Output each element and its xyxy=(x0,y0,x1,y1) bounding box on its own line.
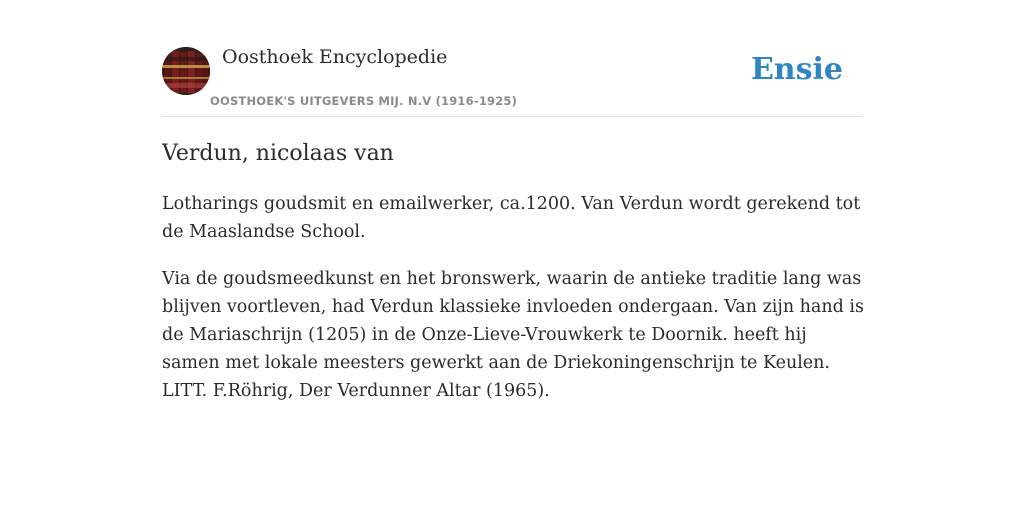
article-title: Verdun, nicolaas van xyxy=(162,141,394,166)
source-header xyxy=(162,46,862,117)
source-avatar[interactable] xyxy=(162,47,210,95)
brand-logo[interactable]: Ensie xyxy=(750,52,843,87)
source-title[interactable]: Oosthoek Encyclopedie xyxy=(222,46,448,68)
book-spines-icon xyxy=(162,47,210,95)
article-paragraph: Lotharings goudsmit en emailwerker, ca.1200. Van Verdun wordt gerekend tot de Maaslandse School. xyxy=(162,194,861,242)
article-paragraph: Via de goudsmeedkunst en het bronswerk, waarin de antieke traditie lang was blijven voortleven, had Verdun klassieke invloeden ondergaan. Van zijn hand is de Mariaschrijn (1205) in de Onze-Lieve-Vrouwkerk te Doornik. heeft hij samen met lokale meesters gewerkt aan de Driekoningenschrijn te Keulen. LITT. F.Röhrig, Der Verdunner Altar (1965). xyxy=(162,269,864,401)
article xyxy=(162,138,864,405)
source-subtitle: OOSTHOEK'S UITGEVERS MIJ. N.V (1916-1925) xyxy=(210,94,518,108)
